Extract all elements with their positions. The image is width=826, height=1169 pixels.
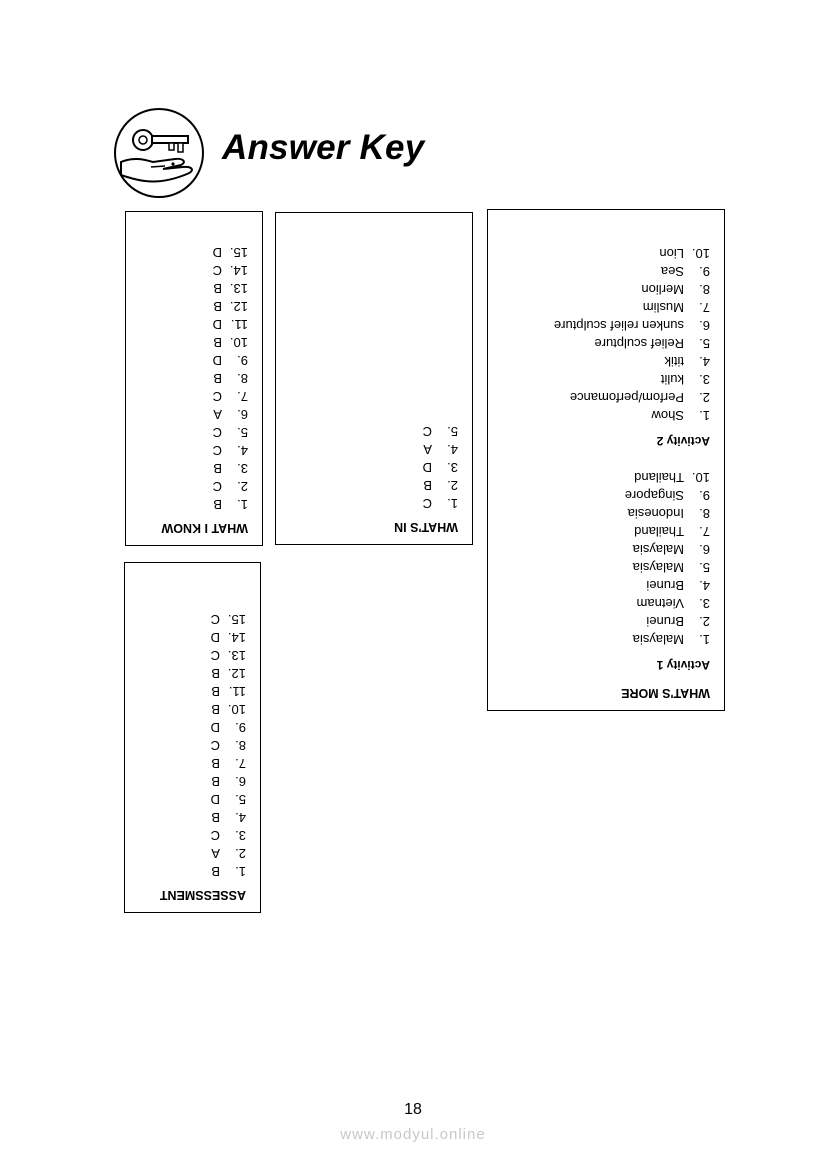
item-number: 1. [237,497,248,512]
item-answer: B [211,774,220,789]
item-number: 12. [227,666,246,681]
answer-row [498,280,710,298]
answer-row [136,423,248,441]
whats-in-list [286,422,458,512]
activity-1-label: Activity 1 [656,658,710,672]
answer-row [498,612,710,630]
whats-in-box [275,212,473,545]
item-number: 4. [699,578,710,593]
item-answer: C [422,496,432,511]
item-number: 4. [699,354,710,369]
item-answer: Sea [660,264,684,279]
answer-row [136,369,248,387]
answer-row [498,370,710,388]
item-number: 7. [237,389,248,404]
item-answer: Merlion [641,282,684,297]
item-answer: B [213,299,222,314]
item-number: 11. [230,317,248,332]
item-answer: Thailand [634,470,684,485]
answer-row [498,468,710,486]
answer-row [135,664,246,682]
item-number: 7. [235,756,246,771]
answer-row [135,790,246,808]
answer-row [498,352,710,370]
answer-row [498,540,710,558]
what-i-know-box [125,211,263,546]
answer-key-logo [113,107,205,199]
what-i-know-heading: WHAT I KNOW [161,521,248,535]
answer-row [498,630,710,648]
item-answer: C [210,828,220,843]
item-answer: C [212,479,222,494]
answer-row [135,682,246,700]
answer-row [135,754,246,772]
answer-row [498,298,710,316]
answer-row [136,405,248,423]
item-answer: A [423,442,432,457]
item-number: 12. [229,299,248,314]
answer-row [135,808,246,826]
answer-row [135,862,246,880]
item-number: 14. [229,263,248,278]
item-answer: B [213,335,222,350]
item-answer: C [210,738,220,753]
answer-row [498,504,710,522]
item-answer: Brunei [646,578,684,593]
item-answer: Thailand [634,524,684,539]
item-answer: B [211,684,220,699]
answer-row [136,459,248,477]
item-number: 4. [235,810,246,825]
item-number: 5. [699,560,710,575]
item-answer: Lion [659,246,684,261]
item-answer: Relief sculpture [594,336,684,351]
item-number: 10. [691,246,710,261]
item-number: 1. [235,864,246,879]
watermark: www.modyul.online [340,1126,486,1143]
item-number: 9. [699,488,710,503]
answer-row [136,243,248,261]
answer-row [136,333,248,351]
item-answer: B [423,478,432,493]
page-number: 18 [404,1101,422,1118]
item-answer: C [212,389,222,404]
item-answer: C [210,612,220,627]
answer-row [136,315,248,333]
item-number: 6. [237,407,248,422]
item-number: 3. [235,828,246,843]
answer-row [136,351,248,369]
item-number: 1. [699,408,710,423]
item-answer: B [213,461,222,476]
item-answer: C [210,648,220,663]
activity-2-list [498,244,710,424]
answer-row [286,422,458,440]
item-number: 3. [237,461,248,476]
item-answer: Malaysia [632,542,684,557]
item-answer: B [211,864,220,879]
item-number: 5. [235,792,246,807]
item-number: 2. [447,478,458,493]
answer-row [135,628,246,646]
item-number: 2. [237,479,248,494]
item-answer: C [422,424,432,439]
item-answer: C [212,443,222,458]
answer-row [498,316,710,334]
item-answer: D [212,245,222,260]
item-answer: D [210,792,220,807]
answer-row [135,736,246,754]
item-answer: A [211,846,220,861]
item-number: 6. [699,318,710,333]
item-number: 13. [229,281,248,296]
item-answer: B [213,371,222,386]
answer-row [286,494,458,512]
answer-row [498,594,710,612]
assessment-box [124,562,261,913]
item-number: 4. [237,443,248,458]
item-number: 2. [699,614,710,629]
item-number: 2. [235,846,246,861]
answer-row [135,610,246,628]
answer-row [136,261,248,279]
item-answer: Perfom/perfomance [569,390,684,405]
item-number: 10. [691,470,710,485]
item-number: 9. [235,720,246,735]
item-number: 7. [699,524,710,539]
assessment-list [135,610,246,880]
answer-row [286,476,458,494]
page-title: Answer Key [222,128,425,167]
item-number: 15. [227,612,246,627]
key-in-hand-icon [113,107,205,199]
item-number: 1. [447,496,458,511]
answer-row [135,826,246,844]
answer-row [498,388,710,406]
activity-2-label: Activity 2 [656,434,710,448]
item-number: 7. [699,300,710,315]
item-number: 11. [228,684,246,699]
item-number: 4. [447,442,458,457]
whats-more-box [487,209,725,711]
item-number: 5. [447,424,458,439]
answer-row [498,576,710,594]
item-answer: Vietnam [636,596,684,611]
item-answer: B [211,810,220,825]
item-answer: Singapore [624,488,684,503]
item-answer: Malaysia [632,560,684,575]
answer-row [498,244,710,262]
item-answer: C [212,425,222,440]
answer-row [135,646,246,664]
answer-row [135,772,246,790]
item-answer: B [213,281,222,296]
item-number: 5. [699,336,710,351]
answer-row [286,440,458,458]
answer-row [498,334,710,352]
activity-1-list [498,468,710,648]
answer-row [136,477,248,495]
item-number: 5. [237,425,248,440]
whats-more-heading: WHAT'S MORE [621,686,710,700]
item-answer: B [211,666,220,681]
item-number: 10. [229,335,248,350]
item-number: 6. [699,542,710,557]
item-number: 9. [237,353,248,368]
answer-row [135,718,246,736]
answer-row [498,262,710,280]
item-number: 2. [699,390,710,405]
item-answer: B [211,702,220,717]
item-number: 14. [227,630,246,645]
item-number: 3. [699,372,710,387]
item-answer: D [212,317,222,332]
item-answer: Brunei [646,614,684,629]
item-answer: B [211,756,220,771]
answer-row [136,387,248,405]
item-number: 9. [699,264,710,279]
item-number: 8. [237,371,248,386]
item-answer: A [213,407,222,422]
item-answer: sunken relief sculpture [553,318,684,333]
whats-in-heading: WHAT'S IN [394,520,458,534]
item-number: 6. [235,774,246,789]
answer-row [135,700,246,718]
item-answer: Show [651,408,684,423]
item-answer: kulit [660,372,684,387]
answer-row [286,458,458,476]
item-number: 10. [227,702,246,717]
what-i-know-list [136,243,248,513]
item-answer: D [210,720,220,735]
item-answer: D [210,630,220,645]
item-number: 3. [699,596,710,611]
item-number: 1. [699,632,710,647]
answer-row [136,441,248,459]
item-number: 15. [229,245,248,260]
item-number: 8. [699,282,710,297]
answer-row [136,279,248,297]
item-number: 13. [227,648,246,663]
answer-row [135,844,246,862]
answer-row [136,495,248,513]
answer-row [498,486,710,504]
item-answer: titik [664,354,684,369]
item-answer: B [213,497,222,512]
answer-row [136,297,248,315]
item-answer: Malaysia [632,632,684,647]
item-answer: D [212,353,222,368]
assessment-heading: ASSESSMENT [159,888,246,902]
item-number: 3. [447,460,458,475]
item-answer: Muslim [642,300,684,315]
item-answer: D [422,460,432,475]
item-answer: C [212,263,222,278]
item-answer: Indonesia [627,506,684,521]
answer-row [498,558,710,576]
answer-row [498,522,710,540]
answer-row [498,406,710,424]
item-number: 8. [235,738,246,753]
item-number: 8. [699,506,710,521]
